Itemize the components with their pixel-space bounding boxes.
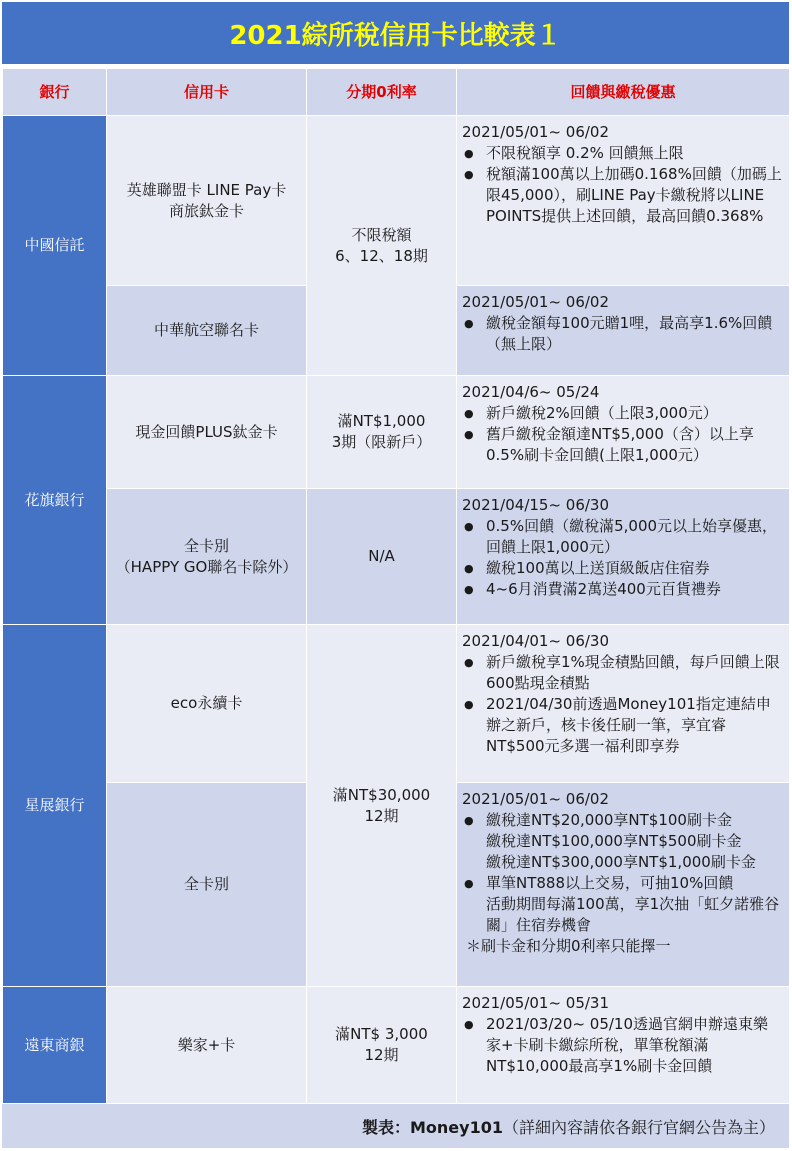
promo-date: 2021/05/01~ 05/31 (462, 994, 610, 1012)
list-item: ● 新戶繳稅享1%現金積點回饋，每戶回饋上限600點現金積點 (462, 652, 783, 694)
benefit-cell (457, 625, 790, 783)
promo-date: 2021/05/01~ 06/02 (462, 123, 610, 141)
list-item-subline: 繳稅達NT$100,000享NT$500刷卡金 (486, 832, 742, 850)
comparison-table (2, 68, 790, 1104)
list-item (462, 873, 783, 936)
promo-date: 2021/05/01~ 06/02 (462, 790, 610, 808)
list-item-text: 單筆NT888以上交易，可抽10%回饋 (486, 874, 734, 892)
benefit-cell (457, 489, 790, 625)
table-row (3, 987, 790, 1104)
promo-date: 2021/04/15~ 06/30 (462, 496, 610, 514)
table-row (3, 489, 790, 625)
list-item: ● 繳稅金額每100元贈1哩，最高享1.6%回饋（無上限） (462, 313, 783, 355)
benefit-list (462, 810, 783, 936)
list-item-text: 繳稅達NT$20,000享NT$100刷卡金 (486, 811, 732, 829)
card-name: 現金回饋PLUS鈦金卡 (107, 376, 307, 489)
header-installment: 分期0利率 (307, 69, 457, 116)
table-row (3, 116, 790, 286)
card-name: 全卡別 （HAPPY GO聯名卡除外） (107, 489, 307, 625)
bank-cell: 花旗銀行 (3, 376, 107, 625)
list-item: ● 2021/03/20~ 05/10透過官網申辦遠東樂家+卡刷卡繳綜所稅，單筆稅額滿NT$10,000最高享1%刷卡金回饋 (462, 1014, 783, 1077)
list-item: ● 繳稅100萬以上送頂級飯店住宿券 (462, 558, 783, 579)
benefit-cell (457, 116, 790, 286)
list-item-subline: 活動期間每滿100萬，享1次抽「虹夕諾雅谷關」住宿券機會 (486, 895, 780, 934)
card-name: eco永續卡 (107, 625, 307, 783)
installment-cell: 滿NT$30,000 12期 (307, 625, 457, 987)
bank-cell: 遠東商銀 (3, 987, 107, 1104)
benefit-list (462, 143, 783, 227)
list-item: ● 稅額滿100萬以上加碼0.168%回饋（加碼上限45,000），刷LINE Pay卡繳稅將以LINE POINTS提供上述回饋，最高回饋0.368% (462, 164, 783, 227)
header-bank: 銀行 (3, 69, 107, 116)
card-name: 樂家+卡 (107, 987, 307, 1104)
benefit-note: ＊刷卡金和分期0利率只能擇一 (466, 937, 671, 955)
list-item: ● 4~6月消費滿2萬送400元百貨禮券 (462, 579, 783, 600)
footer-note: （詳細內容請依各銀行官網公告為主） (502, 1117, 775, 1137)
list-item-subline: 繳稅達NT$300,000享NT$1,000刷卡金 (486, 853, 756, 871)
table-row (3, 625, 790, 783)
list-item: ● 新戶繳稅2%回饋（上限3,000元） (462, 403, 783, 424)
benefit-list (462, 403, 783, 466)
installment-cell: N/A (307, 489, 457, 625)
promo-date: 2021/04/6~ 05/24 (462, 383, 600, 401)
card-name: 全卡別 (107, 783, 307, 987)
list-item: ● 不限稅額享 0.2% 回饋無上限 (462, 143, 783, 164)
list-item: ● 舊戶繳稅金額達NT$5,000（含）以上享0.5%刷卡金回饋(上限1,000元） (462, 424, 783, 466)
installment-cell: 滿NT$1,000 3期（限新戶） (307, 376, 457, 489)
page-title: 2021綜所稅信用卡比較表１ (2, 2, 789, 64)
footer-credit (2, 1104, 789, 1148)
promo-date: 2021/04/01~ 06/30 (462, 632, 610, 650)
table-row (3, 376, 790, 489)
header-card: 信用卡 (107, 69, 307, 116)
installment-cell: 不限稅額 6、12、18期 (307, 116, 457, 376)
list-item: ● 0.5%回饋（繳稅滿5,000元以上始享優惠，回饋上限1,000元） (462, 516, 783, 558)
header-benefit: 回饋與繳稅優惠 (457, 69, 790, 116)
benefit-list (462, 1014, 783, 1077)
installment-cell: 滿NT$ 3,000 12期 (307, 987, 457, 1104)
benefit-cell (457, 376, 790, 489)
header-row (3, 69, 790, 116)
list-item (462, 810, 783, 873)
bank-cell: 中國信託 (3, 116, 107, 376)
promo-date: 2021/05/01~ 06/02 (462, 293, 610, 311)
benefit-cell (457, 783, 790, 987)
card-name: 中華航空聯名卡 (107, 286, 307, 376)
benefit-list (462, 516, 783, 600)
benefit-list (462, 313, 783, 355)
benefit-cell (457, 987, 790, 1104)
benefit-list (462, 652, 783, 757)
card-name: 英雄聯盟卡 LINE Pay卡 商旅鈦金卡 (107, 116, 307, 286)
benefit-cell (457, 286, 790, 376)
bank-cell: 星展銀行 (3, 625, 107, 987)
footer-label: 製表：Money101 (361, 1117, 503, 1137)
list-item: ● 2021/04/30前透過Money101指定連結申辦之新戶，核卡後任刷一筆，享宜睿NT$500元多選一福利即享券 (462, 694, 783, 757)
